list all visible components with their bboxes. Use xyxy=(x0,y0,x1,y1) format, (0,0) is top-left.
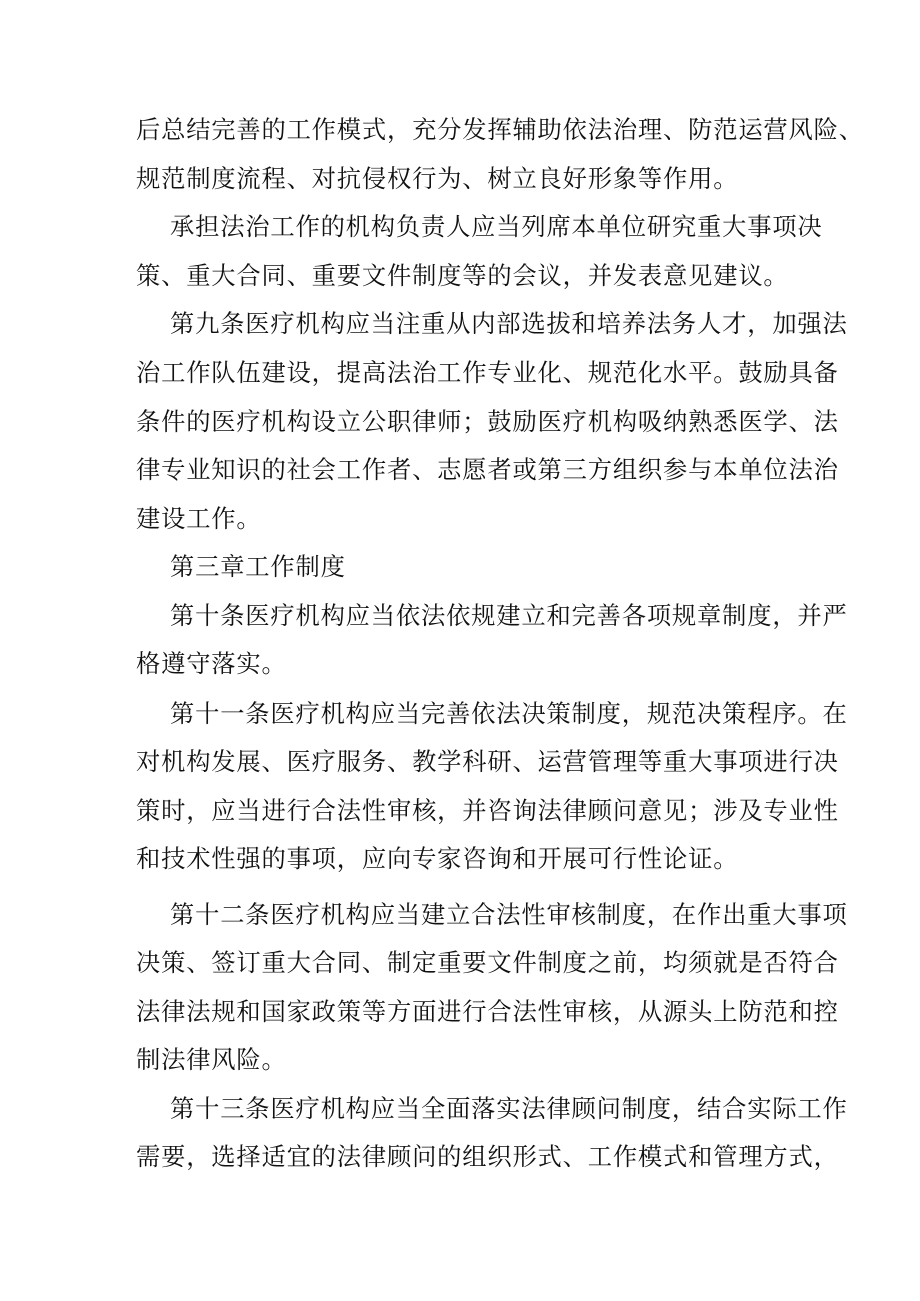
paragraph-line: 建设工作。 xyxy=(136,504,262,533)
paragraph-line: 决策、签订重大合同、制定重要文件制度之前，均须就是否符合 xyxy=(136,948,839,977)
paragraph-line: 策、重大合同、重要文件制度等的会议，并发表意见建议。 xyxy=(136,261,789,290)
paragraph-line: 第十三条医疗机构应当全面落实法律顾问制度，结合实际工作 xyxy=(170,1094,848,1123)
paragraph-line: 条件的医疗机构设立公职律师；鼓励医疗机构吸纳熟悉医学、法 xyxy=(136,407,839,436)
paragraph-line: 第十一条医疗机构应当完善依法决策制度，规范决策程序。在 xyxy=(170,699,848,728)
paragraph-line: 格遵守落实。 xyxy=(136,649,287,678)
paragraph-line: 律专业知识的社会工作者、志愿者或第三方组织参与本单位法治 xyxy=(136,455,839,484)
paragraph-line: 规范制度流程、对抗侵权行为、树立良好形象等作用。 xyxy=(136,164,739,193)
paragraph-line: 第九条医疗机构应当注重从内部选拔和培养法务人才，加强法 xyxy=(170,309,848,338)
paragraph-line: 承担法治工作的机构负责人应当列席本单位研究重大事项决 xyxy=(170,212,823,241)
paragraph-line: 和技术性强的事项，应向专家咨询和开展可行性论证。 xyxy=(136,844,739,873)
paragraph-line: 需要，选择适宜的法律顾问的组织形式、工作模式和管理方式， xyxy=(136,1142,839,1171)
paragraph-line: 后总结完善的工作模式，充分发挥辅助依法治理、防范运营风险、 xyxy=(136,115,864,144)
paragraph-line: 策时，应当进行合法性审核，并咨询法律顾问意见；涉及专业性 xyxy=(136,796,839,825)
paragraph-line: 第十条医疗机构应当依法依规建立和完善各项规章制度，并严 xyxy=(170,601,848,630)
paragraph-line: 法律法规和国家政策等方面进行合法性审核，从源头上防范和控 xyxy=(136,997,839,1026)
chapter-heading: 第三章工作制度 xyxy=(170,552,346,581)
paragraph-line: 对机构发展、医疗服务、教学科研、运营管理等重大事项进行决 xyxy=(136,747,839,776)
paragraph-line: 制法律风险。 xyxy=(136,1045,287,1074)
paragraph-line: 治工作队伍建设，提高法治工作专业化、规范化水平。鼓励具备 xyxy=(136,358,839,387)
paragraph-line: 第十二条医疗机构应当建立合法性审核制度，在作出重大事项 xyxy=(170,900,848,929)
